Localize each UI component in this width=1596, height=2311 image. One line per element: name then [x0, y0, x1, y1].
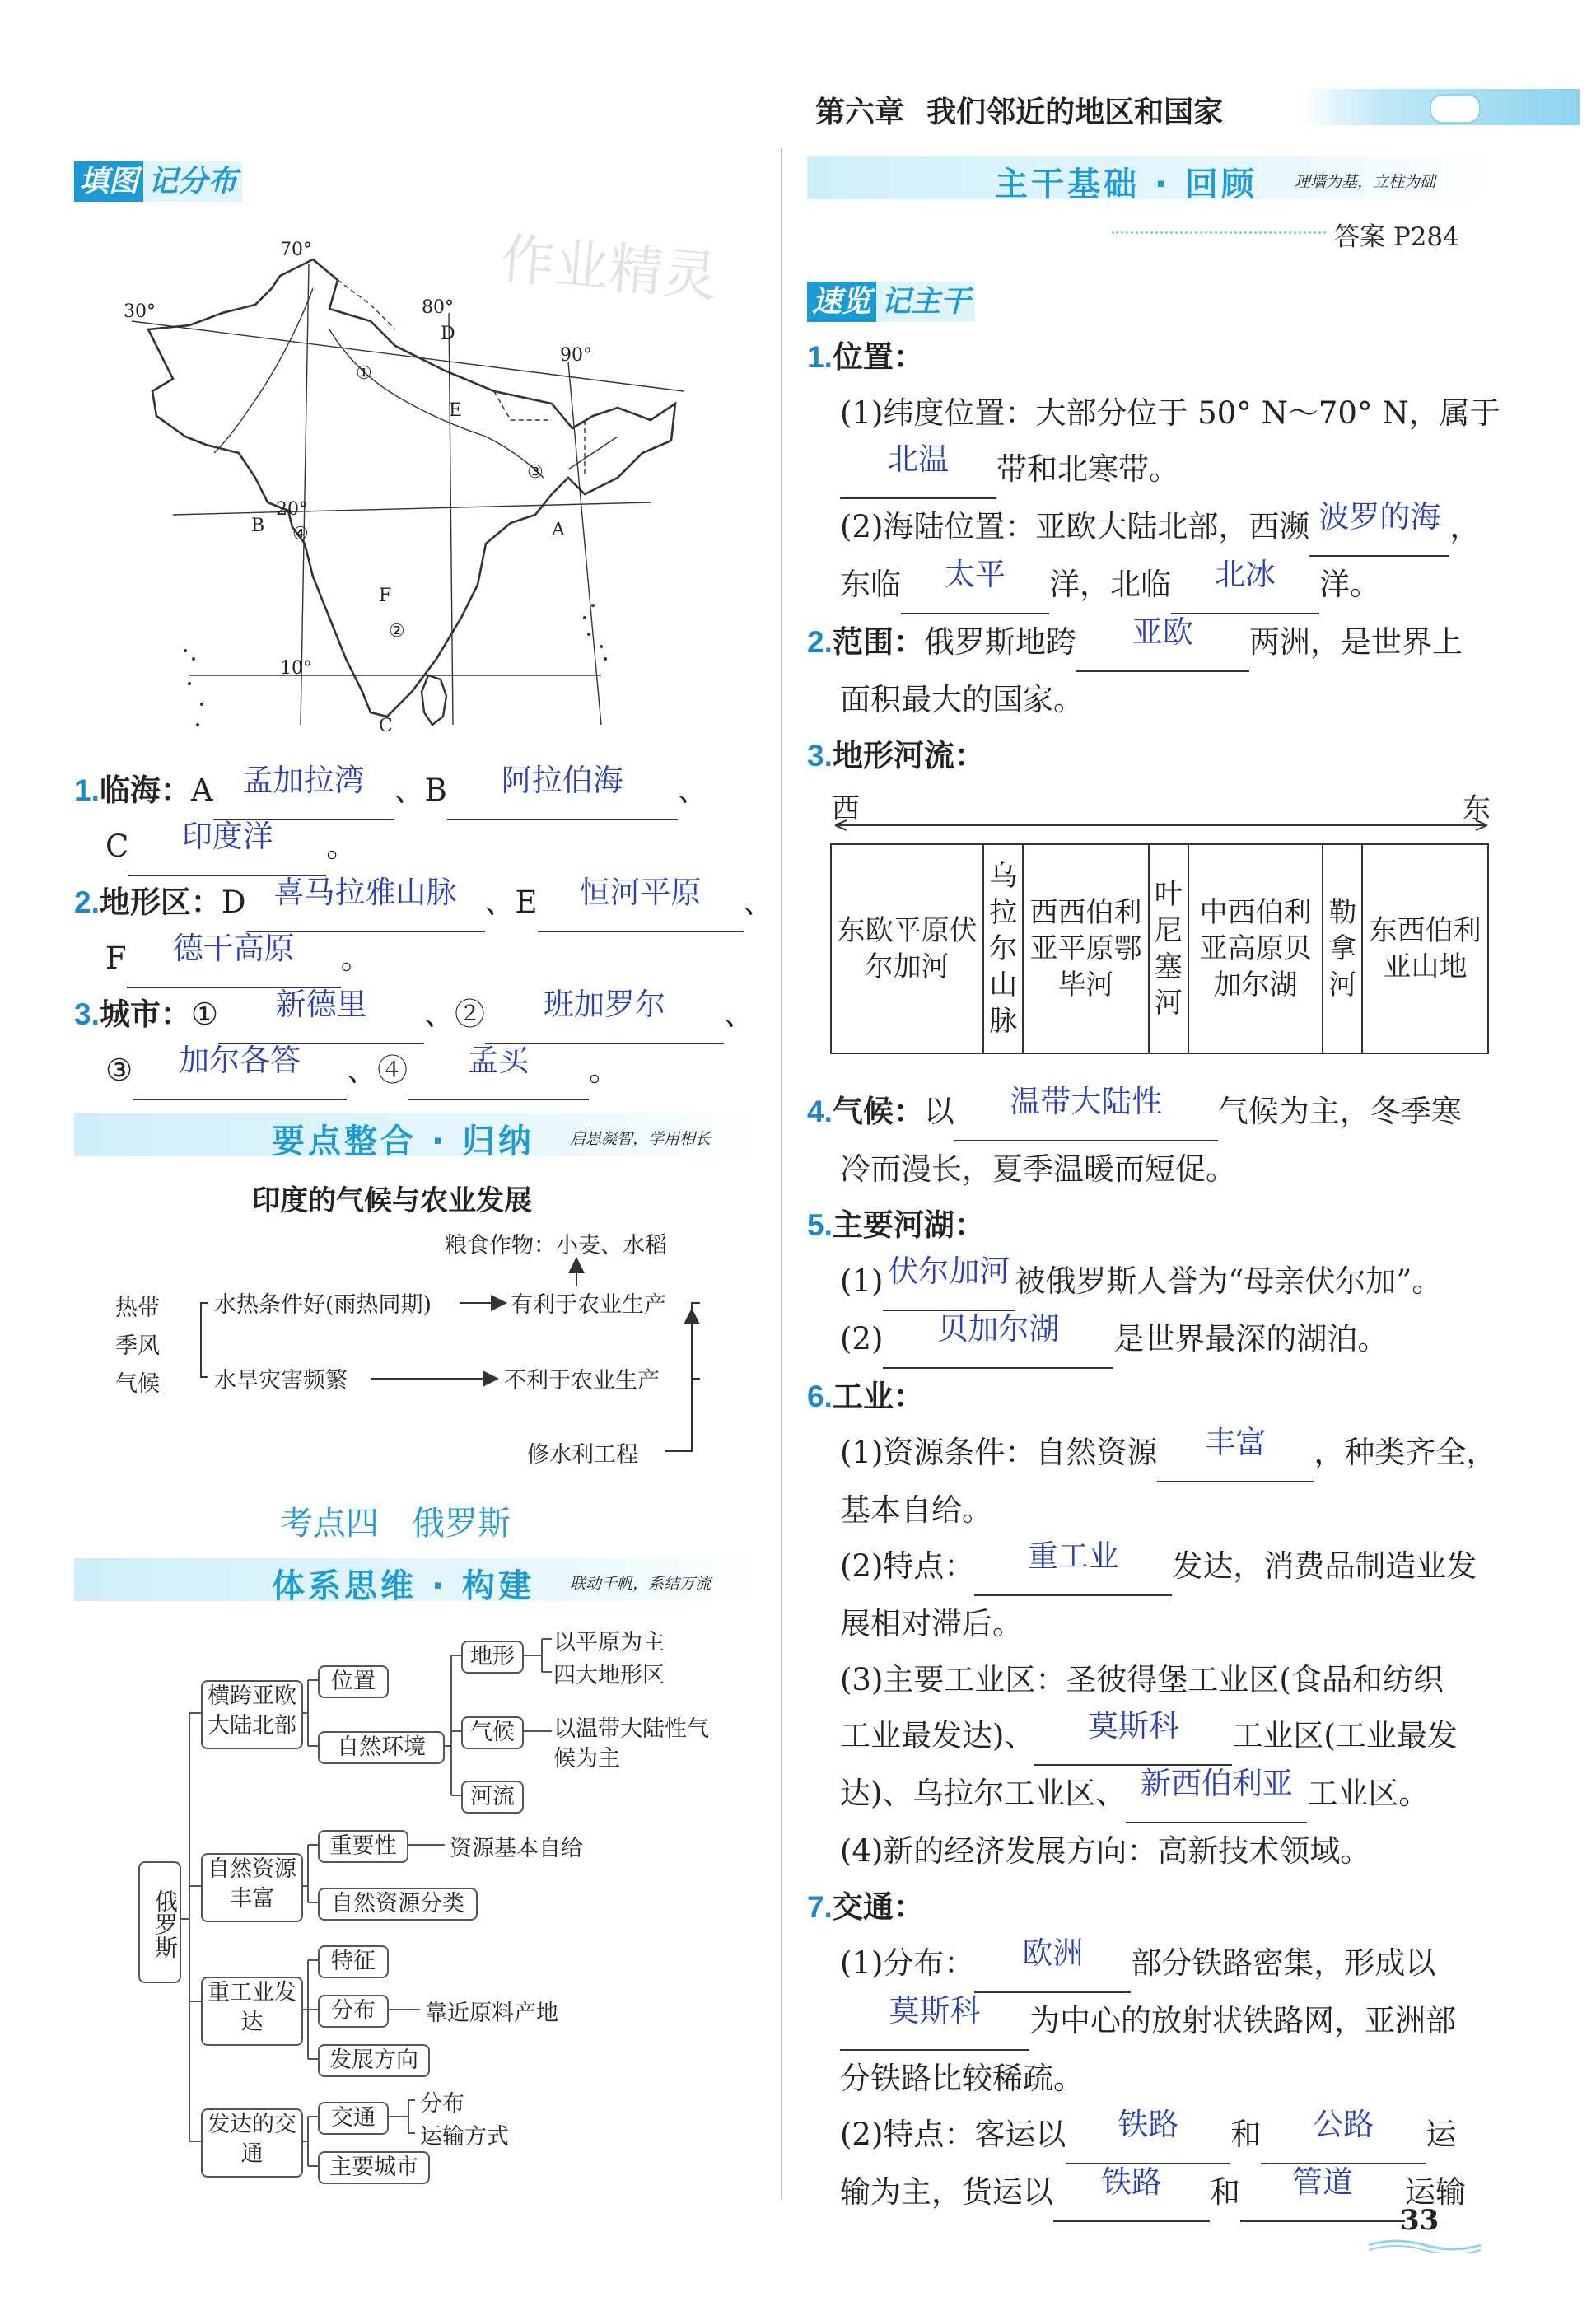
answer-blank[interactable]: 公路: [1261, 2107, 1426, 2164]
answer-blank[interactable]: 恒河平原: [538, 875, 744, 932]
answer-blank[interactable]: 北温: [840, 441, 996, 499]
border-lines: [338, 280, 585, 478]
mindmap-b2-importance: 重要性: [318, 1830, 408, 1863]
mindmap-b3: 重工业发达: [201, 1977, 303, 2046]
condition-bad: 水旱灾害频繁: [214, 1368, 348, 1394]
answer-blank[interactable]: 铁路: [1053, 2164, 1210, 2222]
mindmap-terrain-2: 四大地形区: [553, 1663, 665, 1688]
mindmap-rivers: 河流: [461, 1781, 524, 1814]
map-label-10: 10°: [280, 658, 312, 679]
section-title-russia: 考点四 俄罗斯: [280, 1505, 511, 1543]
answer-blank[interactable]: 喜马拉雅山脉: [246, 875, 485, 932]
answer-blank[interactable]: 北冰: [1171, 557, 1319, 614]
mindmap-b3-distribution: 分布: [318, 1995, 389, 2028]
terrain-cell: 叶尼塞河: [1149, 844, 1188, 1053]
map-label-A: A: [552, 520, 565, 540]
answer-reference: 答案 P284: [1334, 222, 1459, 252]
answer-blank[interactable]: 管道: [1240, 2164, 1405, 2222]
mindmap-b4-modes: 运输方式: [420, 2124, 509, 2150]
terrain-cell: 东欧平原伏尔加河: [831, 844, 983, 1053]
river-ganges: [329, 329, 544, 478]
answer-blank[interactable]: 欧洲: [974, 1935, 1131, 1993]
map-label-city1: ①: [356, 363, 372, 384]
answer-blank[interactable]: 温带大陆性: [954, 1084, 1218, 1141]
banner-system: [74, 1558, 758, 1605]
answer-blank[interactable]: 孟加拉湾: [213, 763, 394, 820]
answer-blank[interactable]: 丰富: [1157, 1425, 1314, 1482]
answer-blank[interactable]: 亚欧: [1076, 614, 1249, 672]
map-label-C: C: [379, 716, 393, 736]
water-project: 修水利工程: [527, 1442, 638, 1468]
answer-blank[interactable]: 太平: [901, 557, 1049, 614]
india-diagram-arrows: [115, 1227, 725, 1482]
mindmap-b3-near-materials: 靠近原料产地: [425, 2001, 558, 2026]
sri-lanka: [422, 675, 446, 725]
result-favor: 有利于农业生产: [511, 1292, 666, 1318]
condition-good: 水热条件好(雨热同期): [214, 1292, 432, 1318]
banner-subtitle: 启思凝智，学用相长: [570, 1130, 712, 1148]
banner-subtitle: 理墙为基，立柱为础: [1295, 173, 1436, 191]
india-map: [124, 231, 700, 766]
answer-blank[interactable]: 重工业: [974, 1538, 1172, 1596]
answer-blank[interactable]: 班加罗尔: [485, 987, 724, 1044]
mindmap-b1: 横跨亚欧大陆北部: [201, 1680, 303, 1749]
answer-blank[interactable]: 孟买: [408, 1043, 589, 1100]
mindmap-b3-direction: 发展方向: [318, 2044, 430, 2077]
answer-blank[interactable]: 波罗的海: [1309, 499, 1449, 557]
fill-map-tag: 填图 记分布: [74, 158, 242, 200]
mindmap-b4-cities: 主要城市: [318, 2151, 430, 2184]
right-content-2: 4.气候：以 温带大陆性 气候为主，冬季寒 冷而漫长，夏季温暖而短促。 5.主要河湖： (1) 伏尔加河 被俄罗斯人誉为“母亲伏尔加”。 (2) 贝加尔湖 是世界最深的湖泊。 6.工业： (1)资源条件：自然资源 丰富 ，种类齐全， 基本自给。 (2)特点： 重工业 发达，消费品制造业发 展相对滞后。 (3)主要工业区：圣彼得堡工业区(食品和纺织 工业最发达)、 莫斯科 工业区(工业最发 达)、乌拉尔工业区、 新西伯利亚 工业区。 (4)新的经济发展方向：高新技术领域。 7.交通： (1)分布： 欧洲 部分铁路密集，形成以 莫斯科 为中心的放射状铁路网，亚洲部 分铁路比较稀疏。 (2)特点：客运以 铁路 和 公路 运 输为主，货运以 铁路 和 管道 运输: [807, 1084, 1499, 2222]
answer-blank[interactable]: 阿拉伯海: [447, 763, 678, 820]
question-3-line2: ③ 加尔各答 、④ 孟买 。: [105, 1043, 619, 1100]
map-label-E: E: [449, 400, 463, 421]
climate-label-1: 热带: [115, 1296, 160, 1321]
answer-blank[interactable]: 新西伯利亚: [1126, 1766, 1307, 1823]
right-content: 1.位置： (1)纬度位置：大部分位于 50° N～70° N，属于 北温 带和北寒带。 (2)海陆位置：亚欧大陆北部，西濒 波罗的海 ， 东临 太平 洋，北临 北冰 洋。 2.范围：俄罗斯地跨 亚欧 两洲，是世界上 面积最大的国家。 3.地形河流：: [807, 339, 1500, 773]
map-label-30: 30°: [124, 301, 156, 322]
page-number: 33: [1400, 2204, 1440, 2237]
column-divider: [781, 148, 782, 2199]
mindmap-b1-location: 位置: [318, 1665, 389, 1698]
climate-label-2: 季风: [115, 1333, 160, 1359]
banner-review: [807, 156, 1491, 203]
question-1: 1.临海：A 孟加拉湾 、B 阿拉伯海 、: [74, 763, 708, 820]
map-label-20: 20°: [276, 499, 308, 520]
terrain-cell: 乌拉尔山脉: [983, 844, 1023, 1053]
mindmap-b3-features: 特征: [318, 1945, 389, 1978]
mindmap-root: 俄罗斯: [138, 1861, 181, 1983]
mindmap-b1-environment: 自然环境: [318, 1731, 445, 1764]
map-label-B: B: [251, 516, 265, 536]
subcontinent-outline: [148, 259, 675, 717]
answer-blank[interactable]: 印度洋: [128, 819, 326, 876]
header-badge-icon: [1430, 94, 1481, 124]
mindmap-terrain-1: 以平原为主: [553, 1630, 665, 1655]
result-unfavor: 不利于农业生产: [504, 1368, 660, 1394]
banner-subtitle: 联动千帆，系结万流: [570, 1575, 712, 1593]
mindmap-b2-self-sufficient: 资源基本自给: [450, 1836, 583, 1861]
map-label-D: D: [441, 324, 455, 344]
longitude-70-line: [301, 264, 309, 725]
terrain-cell: 中西伯利亚高原贝加尔湖: [1188, 844, 1323, 1053]
latitude-30-line: [132, 321, 684, 391]
russia-mindmap: [132, 1614, 758, 2207]
terrain-direction: [832, 786, 1491, 835]
answer-blank[interactable]: 铁路: [1066, 2107, 1230, 2164]
mindmap-b4: 发达的交通: [201, 2108, 303, 2178]
map-label-city3: ③: [527, 462, 544, 483]
climate-label-3: 气候: [115, 1371, 160, 1397]
answer-blank[interactable]: 德干高原: [127, 931, 341, 988]
map-label-90: 90°: [560, 345, 592, 366]
banner-title: 要点整合 · 归纳: [272, 1123, 535, 1160]
mindmap-terrain: 地形: [461, 1641, 524, 1674]
watermark: 作业精灵: [497, 226, 721, 310]
map-label-80: 80°: [422, 297, 454, 318]
grain-crops: 粮食作物：小麦、水稻: [445, 1233, 667, 1258]
answer-blank[interactable]: 新德里: [218, 987, 424, 1044]
terrain-cell: 西西伯利亚平原鄂毕河: [1023, 844, 1149, 1053]
mindmap-b2: 自然资源丰富: [201, 1853, 303, 1922]
page-number-decoration: [1367, 2237, 1482, 2253]
mindmap-b4-distribution: 分布: [420, 2091, 464, 2117]
india-section-title: 印度的气候与农业发展: [252, 1184, 532, 1217]
question-2: 2.地形区：D 喜马拉雅山脉 、E 恒河平原 、: [74, 875, 774, 932]
answer-blank[interactable]: 加尔各答: [133, 1043, 347, 1100]
map-label-F: F: [379, 586, 392, 606]
mindmap-climate: 气候: [461, 1716, 524, 1749]
map-label-70: 70°: [280, 240, 312, 260]
question-1-line2: C 印度洋 。: [105, 819, 357, 876]
direction-east: 东: [1463, 792, 1491, 825]
direction-arrow: [832, 817, 1491, 833]
direction-west: 西: [832, 792, 860, 825]
mindmap-b4-transport: 交通: [318, 2102, 389, 2135]
map-label-city4: ④: [292, 524, 309, 544]
overview-tag: 速览 记主干: [807, 278, 975, 320]
chapter-title: 我们邻近的地区和国家: [926, 96, 1224, 129]
answer-blank[interactable]: 莫斯科: [840, 1993, 1029, 2051]
chapter-label: 第六章: [815, 96, 905, 129]
river-indus: [214, 288, 313, 453]
india-diagram: [115, 1227, 725, 1482]
terrain-cell: 勒拿河: [1323, 844, 1362, 1053]
mindmap-climate-1: 以温带大陆性气候为主: [553, 1716, 709, 1772]
banner-title: 体系思维 · 构建: [272, 1567, 535, 1605]
answer-blank[interactable]: 莫斯科: [1034, 1708, 1232, 1766]
terrain-table: [830, 843, 1489, 1054]
mindmap-b2-classification: 自然资源分类: [318, 1888, 478, 1921]
terrain-cell: 东西伯利亚山地: [1362, 844, 1488, 1053]
longitude-90-line: [568, 362, 601, 725]
question-3: 3.城市：① 新德里 、② 班加罗尔 、: [74, 987, 754, 1044]
map-label-city2: ②: [389, 621, 405, 642]
banner-title: 主干基础 · 回顾: [995, 166, 1258, 203]
question-2-line2: F 德干高原 。: [105, 931, 371, 988]
page-header: [815, 89, 1580, 129]
answer-reference-dots: [1112, 231, 1326, 234]
answer-blank[interactable]: 伏尔加河: [883, 1254, 1015, 1311]
banner-key-points: [74, 1113, 758, 1160]
answer-blank[interactable]: 贝加尔湖: [883, 1311, 1113, 1369]
latitude-20-line: [173, 502, 651, 515]
